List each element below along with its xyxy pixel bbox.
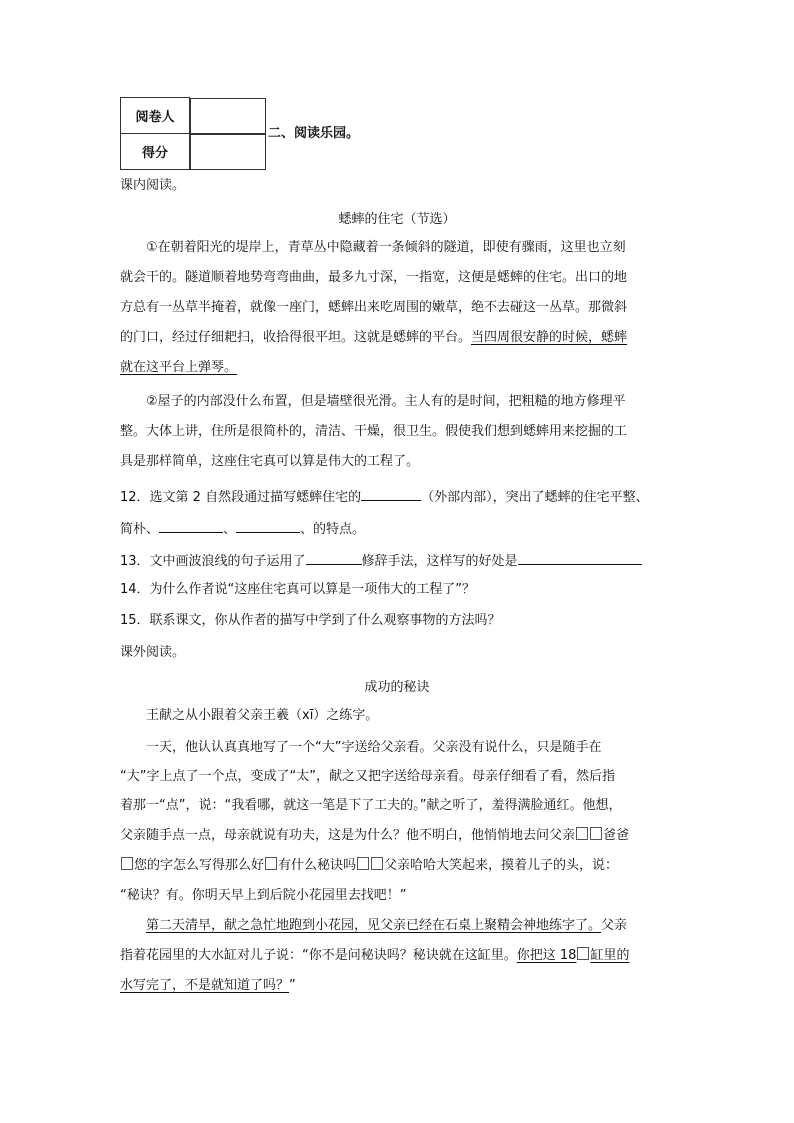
question-14: 14．为什么作者说“这座住宅真可以算是一项伟大的工程了”？ (120, 582, 476, 597)
q12-text-e: 、的特点。 (300, 522, 366, 537)
q13-text-b: 修辞手法，这样写的好处是 (361, 554, 518, 569)
punct-box-4[interactable] (265, 857, 277, 870)
extra-reading-label: 课外阅读。 (120, 645, 186, 660)
p3-line5-end: 爸爸 (603, 828, 630, 843)
passage1-title: 蟋蟀的住宅（节选） (338, 212, 456, 227)
q13-text-a: 13．文中画波浪线的句子运用了 (120, 554, 306, 569)
p3-line6-c: 父亲哈哈大笑起来，摸着儿子的头，说： (384, 858, 619, 873)
p3-line9 (120, 946, 629, 966)
p3-line6-a: 您的字怎么写得那么好 (134, 858, 265, 873)
p3-line6-b: 有什么秘诀吗 (278, 858, 357, 873)
p3-line8 (146, 916, 627, 936)
p2-line1: ②屋子的内部没什么布置，但是墙壁很光滑。主人有的是时间，把粗糙的地方修理平 (146, 394, 626, 409)
question-13 (120, 550, 642, 572)
p3-line1: 王献之从小跟着父亲王羲（xī）之练字。 (146, 708, 379, 723)
passage2-title: 成功的秘诀 (364, 680, 430, 695)
p3-line3: “大”字上点了一个点，变成了“太”，献之又把字送给母亲看。母亲仔细看了看，然后指 (120, 769, 615, 784)
p3-line10-end: ” (289, 978, 296, 993)
wavy-sentence-part1: 当四周很安静的时候，蟋蟀 (471, 330, 628, 345)
underlined-sentence-2b: 缸里的 (590, 948, 630, 963)
score-cell[interactable] (190, 134, 266, 170)
q13-blank-2[interactable] (518, 550, 642, 565)
punct-box-5[interactable] (357, 857, 369, 870)
punct-box-3[interactable] (121, 857, 133, 870)
p2-line3: 具是那样简单，这座住宅真可以算是伟大的工程了。 (120, 454, 420, 469)
wavy-sentence-part2: 就在这平台上弹琴。 (120, 360, 238, 375)
p1-line4 (120, 328, 627, 348)
score-table (120, 97, 267, 170)
question-12-line1 (120, 486, 649, 508)
q12-text-a: 12．选文第 2 自然段通过描写蟋蟀住宅的 (120, 490, 362, 505)
p3-line5-text: 父亲随手点一点，母亲就说有功夫，这是为什么？他不明白，他悄悄地去问父亲 (120, 828, 576, 843)
underlined-sentence-2a: 你把这 18 (516, 948, 577, 963)
grader-cell[interactable] (190, 98, 266, 134)
q12-text-d: 、 (223, 522, 237, 537)
punct-box-6[interactable] (371, 857, 383, 870)
p3-line9-a: 指着花园里的大水缸对儿子说：“你不是问秘诀吗？秘诀就在这缸里。 (120, 948, 517, 963)
underlined-sentence-2c: 水写完了，不是就知道了吗？ (120, 978, 290, 993)
question-12-line2 (120, 518, 365, 540)
underlined-sentence-1: 第二天清早，献之急忙地跑到小花园，见父亲已经在石桌上聚精会神地练字了。 (146, 918, 602, 933)
p1-line3: 方总有一丛草半掩着，就像一座门，蟋蟀出来吃周围的嫩草，绝不去碰这一丛草。那微斜 (120, 300, 628, 315)
q12-blank-1[interactable] (361, 486, 421, 501)
p3-line5 (120, 826, 629, 846)
q13-blank-1[interactable] (306, 550, 362, 565)
p3-line2: 一天，他认认真真地写了一个“大”字送给父亲看。父亲没有说什么，只是随手在 (146, 740, 602, 755)
p3-line6 (120, 856, 618, 876)
score-label: 得分 (121, 134, 190, 170)
in-class-label: 课内阅读。 (120, 178, 186, 193)
question-15: 15．联系课文，你从作者的描写中学到了什么观察事物的方法吗？ (120, 613, 501, 628)
p3-line4: 着那一“点”，说：“我看哪，就这一笔是下了工夫的。”献之听了，羞得满脸通红。他想， (120, 798, 622, 813)
q12-text-b: （外部内部），突出了蟋蟀的住宅平整、 (421, 490, 649, 505)
q12-text-c: 简朴、 (120, 522, 160, 537)
punct-box-1[interactable] (576, 827, 588, 840)
p2-line2: 整。大体上讲，住所是很简朴的，清洁、干燥，很卫生。假使我们想到蟋蟀用来挖掘的工 (120, 424, 628, 439)
q12-blank-2[interactable] (159, 518, 223, 533)
grader-label: 阅卷人 (121, 98, 190, 134)
p3-line8-end: 父亲 (601, 918, 628, 933)
p3-line10 (120, 976, 296, 996)
p1-line4-text: 的门口，经过仔细耙扫，收拾得很平坦。这就是蟋蟀的平台。 (120, 330, 472, 345)
section-title: 二、阅读乐园。 (268, 126, 360, 141)
p3-line7: “秘诀？有。你明天早上到后院小花园里去找吧！” (120, 888, 407, 903)
p1-line2: 就会干的。隧道顺着地势弯弯曲曲，最多九寸深，一指宽，这便是蟋蟀的住宅。出口的地 (120, 270, 628, 285)
punct-box-7[interactable] (577, 947, 589, 960)
punct-box-2[interactable] (590, 827, 602, 840)
q12-blank-3[interactable] (236, 518, 300, 533)
p1-line1: ①在朝着阳光的堤岸上，青草丛中隐藏着一条倾斜的隧道，即使有骤雨，这里也立刻 (146, 240, 626, 255)
